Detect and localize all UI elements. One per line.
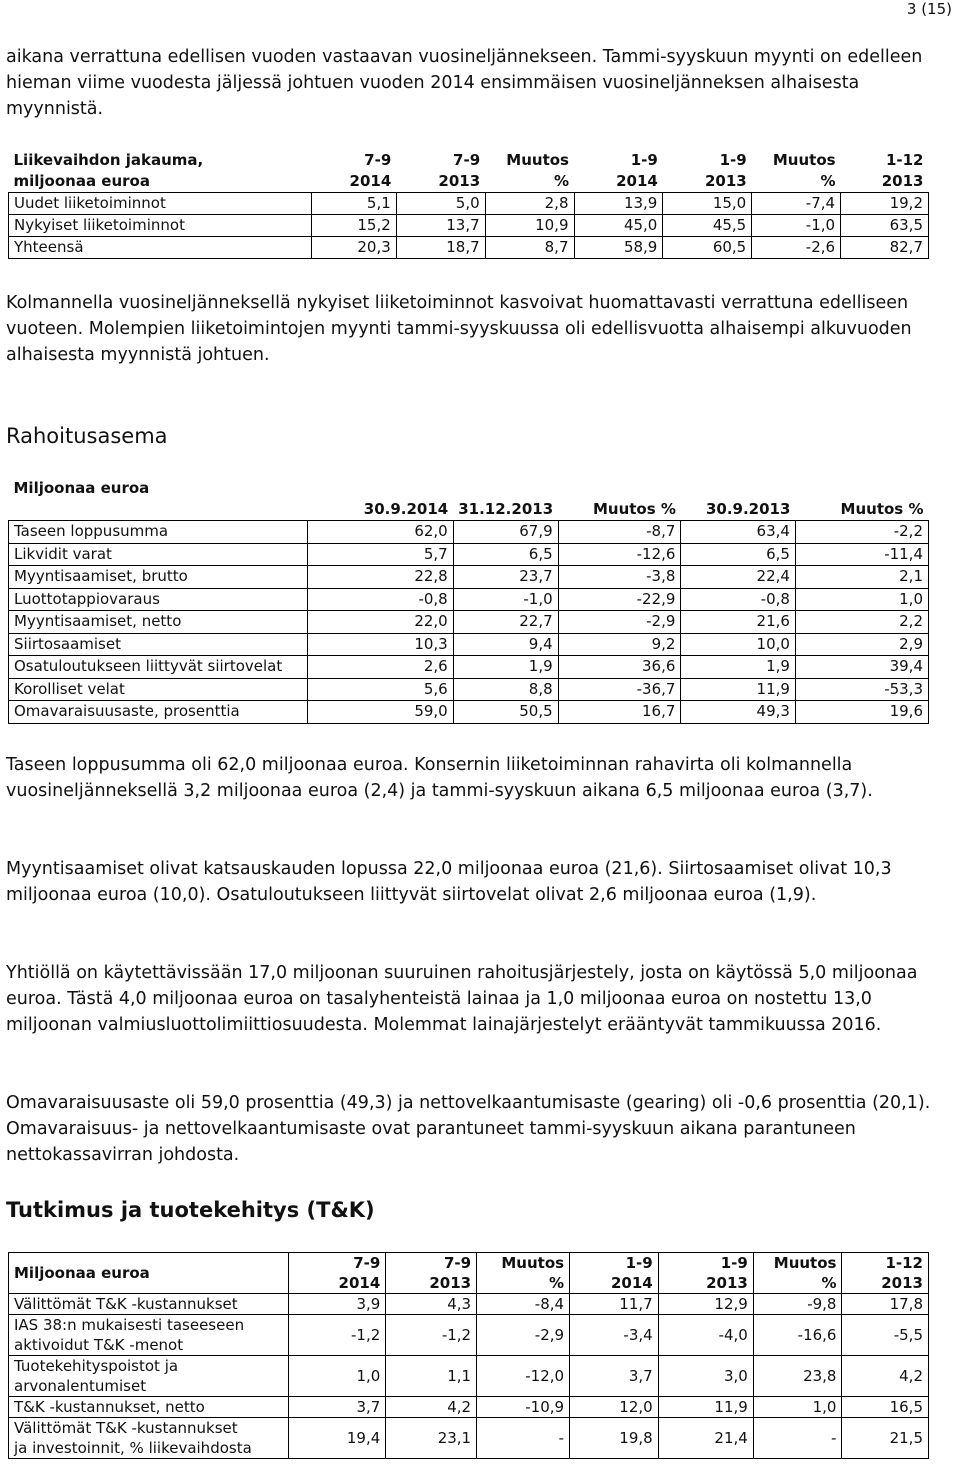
column-header: Muutos % [772, 151, 836, 190]
table-cell: 23,8 [753, 1356, 842, 1397]
table-cell: -12,6 [558, 543, 681, 566]
table-cell: 5,1 [311, 193, 396, 215]
column-header: 30.9.2013 [705, 499, 791, 518]
column-header: 1-9 2014 [570, 1253, 659, 1294]
table-cell: -1,2 [386, 1315, 477, 1356]
table-cell: 2,9 [795, 633, 928, 656]
table-cell: -8,4 [477, 1294, 570, 1315]
table-cell: -1,0 [453, 588, 558, 611]
financing-heading: Rahoitusasema [6, 424, 168, 448]
table-cell: 58,9 [574, 237, 663, 259]
row-label: Välittömät T&K -kustannukset ja investoinnit, % liikevaihdosta [9, 1418, 289, 1459]
table-cell: -2,2 [795, 521, 928, 544]
intro-paragraph: aikana verrattuna edellisen vuoden vastaavan vuosineljännekseen. Tammi-syyskuun myynti on edelleen hieman viime vuodesta jäljessä johtuen vuoden 2014 ensimmäisen vuosineljänneksen alhaisesta myynnistä. [6, 47, 923, 119]
table-cell: -5,5 [842, 1315, 929, 1356]
table-row [9, 678, 929, 701]
table-cell: 19,4 [289, 1418, 386, 1459]
table-cell: 2,1 [795, 566, 928, 589]
row-label: Omavaraisuusaste, prosenttia [9, 701, 308, 724]
table-cell: 16,7 [558, 701, 681, 724]
table-cell: 1,0 [289, 1356, 386, 1397]
table-cell: -4,0 [658, 1315, 753, 1356]
row-label: Uudet liiketoiminnot [9, 193, 312, 215]
rnd-table [8, 1252, 929, 1459]
table-cell: 10,0 [681, 633, 796, 656]
financing-paragraph: Yhtiöllä on käytettävissään 17,0 miljoonan suuruinen rahoitusjärjestely, josta on käytössä 5,0 miljoonaa euroa. Tästä 4,0 miljoonaa euroa on tasalyhenteistä lainaa ja 1,0 miljoonaa euroa on nostettu 13,0 miljoonan valmiusluottolimiittiosuudesta. Molemmat lainajärjestelyt erääntyvät tammikuussa 2016. [6, 963, 918, 1035]
table-cell: 62,0 [307, 521, 453, 544]
column-header: 1-9 2013 [658, 1253, 753, 1294]
table-row [9, 193, 929, 215]
table-cell: 2,6 [307, 656, 453, 679]
table-cell: 50,5 [453, 701, 558, 724]
table-cell: 3,9 [289, 1294, 386, 1315]
table-cell: 11,9 [658, 1397, 753, 1418]
row-label: Myyntisaamiset, netto [9, 611, 308, 634]
column-header: 1-9 2014 [616, 151, 658, 190]
table-cell: 16,5 [842, 1397, 929, 1418]
row-label: Taseen loppusumma [9, 521, 308, 544]
table-header-row [9, 148, 929, 193]
table-cell: 39,4 [795, 656, 928, 679]
table-cell: 4,3 [386, 1294, 477, 1315]
row-label: Tuotekehityspoistot ja arvonalentumiset [9, 1356, 289, 1397]
table-cell: 49,3 [681, 701, 796, 724]
table-row [9, 611, 929, 634]
column-header: Muutos % [840, 499, 924, 518]
table-row [9, 656, 929, 679]
column-header: Muutos % [592, 499, 676, 518]
table-cell: -2,9 [558, 611, 681, 634]
table-cell: 1,1 [386, 1356, 477, 1397]
table-cell: 1,9 [681, 656, 796, 679]
financing-table [8, 478, 929, 724]
table-cell: 45,0 [574, 215, 663, 237]
table-cell: 3,0 [658, 1356, 753, 1397]
table-cell: 5,7 [307, 543, 453, 566]
column-header: 1-12 2013 [881, 151, 924, 190]
table-cell: 3,7 [570, 1356, 659, 1397]
column-header: 1-12 2013 [842, 1253, 929, 1294]
table-cell: 21,5 [842, 1418, 929, 1459]
table-row [9, 1356, 929, 1397]
balance-paragraph: Taseen loppusumma oli 62,0 miljoonaa euroa. Konsernin liiketoiminnan rahavirta oli kolmannella vuosineljänneksellä 3,2 miljoonaa euroa (2,4) ja tammi-syyskuun aikana 6,5 miljoonaa euroa (3,7). [6, 755, 873, 801]
row-label: Korolliset velat [9, 678, 308, 701]
table-row [9, 1418, 929, 1459]
column-header: 30.9.2014 [363, 499, 449, 518]
table-cell: 8,7 [485, 237, 574, 259]
table-cell: 4,2 [842, 1356, 929, 1397]
table-cell: -11,4 [795, 543, 928, 566]
table-row [9, 1315, 929, 1356]
table-cell: 22,7 [453, 611, 558, 634]
table-cell: -22,9 [558, 588, 681, 611]
table-cell: 19,2 [841, 193, 929, 215]
revenue-table [8, 148, 929, 259]
row-label: Nykyiset liiketoiminnot [9, 215, 312, 237]
table-cell: 22,4 [681, 566, 796, 589]
table-row [9, 1294, 929, 1315]
header-label: Miljoonaa euroa [9, 1253, 289, 1294]
table-cell: 67,9 [453, 521, 558, 544]
table-cell: 12,9 [658, 1294, 753, 1315]
table-cell: 9,2 [558, 633, 681, 656]
table-cell: -36,7 [558, 678, 681, 701]
table-cell: 13,9 [574, 193, 663, 215]
table-cell: 17,8 [842, 1294, 929, 1315]
table-cell: -2,6 [752, 237, 841, 259]
table-cell: 12,0 [570, 1397, 659, 1418]
table-cell: 4,2 [386, 1397, 477, 1418]
table-cell: 18,7 [396, 237, 485, 259]
table-cell: 1,0 [795, 588, 928, 611]
column-header: 31.12.2013 [458, 499, 554, 518]
column-header: Muutos % [477, 1253, 570, 1294]
table-row [9, 237, 929, 259]
rnd-heading: Tutkimus ja tuotekehitys (T&K) [6, 1198, 375, 1222]
table-cell: -12,0 [477, 1356, 570, 1397]
table-row [9, 633, 929, 656]
table-cell: 6,5 [681, 543, 796, 566]
header-label: Liikevaihdon jakauma, miljoonaa euroa [13, 151, 204, 190]
table-cell: 6,5 [453, 543, 558, 566]
table-row [9, 1397, 929, 1418]
table-cell: 82,7 [841, 237, 929, 259]
table-cell: 1,9 [453, 656, 558, 679]
table-cell: 2,8 [485, 193, 574, 215]
table-cell: 63,4 [681, 521, 796, 544]
table-row [9, 701, 929, 724]
table-cell: 9,4 [453, 633, 558, 656]
table-cell: 63,5 [841, 215, 929, 237]
table-cell: -3,4 [570, 1315, 659, 1356]
table-row [9, 521, 929, 544]
table-cell: 5,0 [396, 193, 485, 215]
table-cell: 15,0 [663, 193, 752, 215]
table-cell: 20,3 [311, 237, 396, 259]
column-header: 7-9 2013 [386, 1253, 477, 1294]
table-cell: 5,6 [307, 678, 453, 701]
receivables-paragraph: Myyntisaamiset olivat katsauskauden lopussa 22,0 miljoonaa euroa (21,6). Siirtosaamiset olivat 10,3 miljoonaa euroa (10,0). Osatuloutukseen liittyvät siirtovelat olivat 2,6 miljoonaa euroa (1,9). [6, 859, 892, 905]
table-cell: 11,7 [570, 1294, 659, 1315]
table-cell: 45,5 [663, 215, 752, 237]
column-header: 1-9 2013 [704, 151, 747, 190]
row-label: Yhteensä [9, 237, 312, 259]
column-header: Muutos % [506, 151, 569, 190]
table-cell: -1,2 [289, 1315, 386, 1356]
page-number: 3 (15) [906, 0, 952, 18]
table-cell: 21,6 [681, 611, 796, 634]
table-cell: -2,9 [477, 1315, 570, 1356]
header-label: Miljoonaa euroa [13, 479, 150, 497]
table-cell: 23,7 [453, 566, 558, 589]
q3-paragraph: Kolmannella vuosineljänneksellä nykyiset liiketoiminnot kasvoivat huomattavasti verrattuna edelliseen vuoteen. Molempien liiketoimintojen myynti tammi-syyskuussa oli edellisvuotta alhaisempi alkuvuoden alhaisesta myynnistä johtuen. [6, 293, 912, 365]
row-label: IAS 38:n mukaisesti taseeseen aktivoidut T&K -menot [9, 1315, 289, 1356]
row-label: Myyntisaamiset, brutto [9, 566, 308, 589]
table-cell: -9,8 [753, 1294, 842, 1315]
table-cell: 22,0 [307, 611, 453, 634]
table-cell: -8,7 [558, 521, 681, 544]
equity-paragraph: Omavaraisuusaste oli 59,0 prosenttia (49,3) ja nettovelkaantumisaste (gearing) oli -0,6 prosenttia (20,1). Omavaraisuus- ja nettovelkaantumisaste ovat parantuneet tammi-syyskuun aikana parantuneen nettokassavirran johdosta. [6, 1093, 931, 1165]
row-label: Luottotappiovaraus [9, 588, 308, 611]
column-header: 7-9 2014 [289, 1253, 386, 1294]
column-header: 7-9 2013 [438, 151, 481, 190]
table-cell: -53,3 [795, 678, 928, 701]
table-cell: 11,9 [681, 678, 796, 701]
column-header: 7-9 2014 [349, 151, 392, 190]
table-cell: 23,1 [386, 1418, 477, 1459]
table-cell: 60,5 [663, 237, 752, 259]
table-cell: 10,9 [485, 215, 574, 237]
table-cell: 36,6 [558, 656, 681, 679]
table-cell: 2,2 [795, 611, 928, 634]
table-cell: - [477, 1418, 570, 1459]
table-cell: 21,4 [658, 1418, 753, 1459]
table-row [9, 566, 929, 589]
table-cell: 19,6 [795, 701, 928, 724]
row-label: T&K -kustannukset, netto [9, 1397, 289, 1418]
table-cell: -0,8 [681, 588, 796, 611]
table-row [9, 215, 929, 237]
table-cell: 10,3 [307, 633, 453, 656]
table-cell: 1,0 [753, 1397, 842, 1418]
table-cell: - [753, 1418, 842, 1459]
table-cell: -10,9 [477, 1397, 570, 1418]
table-cell: 15,2 [311, 215, 396, 237]
table-cell: 59,0 [307, 701, 453, 724]
row-label: Siirtosaamiset [9, 633, 308, 656]
table-cell: -0,8 [307, 588, 453, 611]
row-label: Välittömät T&K -kustannukset [9, 1294, 289, 1315]
table-header-row [9, 478, 929, 521]
table-row [9, 543, 929, 566]
row-label: Likvidit varat [9, 543, 308, 566]
table-cell: -7,4 [752, 193, 841, 215]
table-cell: -16,6 [753, 1315, 842, 1356]
table-cell: -3,8 [558, 566, 681, 589]
row-label: Osatuloutukseen liittyvät siirtovelat [9, 656, 308, 679]
table-cell: 8,8 [453, 678, 558, 701]
table-cell: 3,7 [289, 1397, 386, 1418]
table-cell: -1,0 [752, 215, 841, 237]
table-cell: 13,7 [396, 215, 485, 237]
table-cell: 22,8 [307, 566, 453, 589]
table-cell: 19,8 [570, 1418, 659, 1459]
table-row [9, 588, 929, 611]
column-header: Muutos % [753, 1253, 842, 1294]
table-header-row [9, 1253, 929, 1294]
